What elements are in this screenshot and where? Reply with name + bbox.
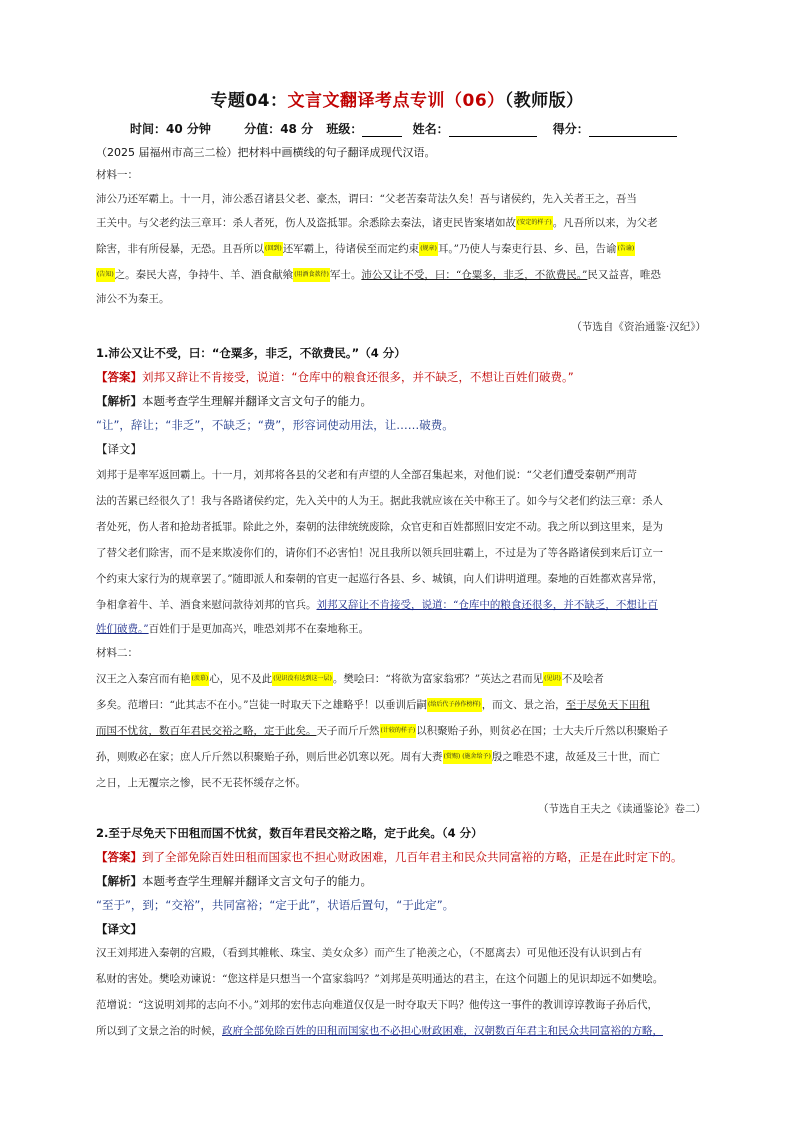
answer-2: 【答案】到了全部免除百姓田租而国家也不担心财政困难，几百年君主和民众共同富裕的方略，正是在此时定下的。 [96,850,683,864]
name-label: 姓名： [412,122,449,136]
material2-source: （节选自王夫之《读通鉴论》卷二） [538,803,706,815]
got-label: 得分： [552,122,589,136]
translation-1-line: 者处死，伤人者和抢劫者抵罪。除此之外，秦朝的法律统统废除，众官吏和百姓都照旧安定不动。我之所以到这里来，是为 [96,521,663,533]
class-field[interactable] [362,124,402,137]
title-prefix: 专题04： [210,91,288,111]
translation-2-line: 私财的害处。樊哙劝谏说：“您这样是只想当一个富家翁吗？”刘邦是英明通达的君主，在这个问题上的见识却远不如樊哙。 [96,973,664,985]
analysis-2: 【解析】本题考查学生理解并翻译文言文句子的能力。 [96,874,372,888]
score-label: 分值：48 分 [244,122,314,136]
material2-line: 孙，则败必在家；庶人斤斤然以积聚贻子孙，则后世必饥寒以死。周有大赉(赏赐) (施舍给予)殷之唯恐不逮，故延及三十世，而亡 [96,751,660,763]
material1-source: （节选自《资治通鉴·汉纪》） [571,321,706,333]
translation-2-tag: 【译文】 [96,922,142,936]
analysis-2-detail: “至于”，到；“交裕”，共同富裕；“定于此”，状语后置句，“于此定”。 [96,898,455,912]
translation-2-line: 汉王刘邦进入秦朝的宫殿，（看到其帷帐、珠宝、美女众多）而产生了艳羡之心，（不愿离去）可见他还没有认识到占有 [96,947,642,959]
translation-1-tag: 【译文】 [96,442,142,456]
translation-1-line: 刘邦于是率军返回霸上。十一月，刘邦将各县的父老和有声望的人全部召集起来，对他们说：“父老们遭受秦朝严刑苛 [96,469,637,481]
answer-1: 【答案】刘邦又辞让不肯接受，说道：“仓库中的粮食还很多，并不缺乏，不想让百姓们破费。” [96,370,574,384]
question-1: 1.沛公又让不受，曰：“仓粟多，非乏，不欲费民。”（4 分） [96,346,406,360]
translation-1-line: 法的苦累已经很久了！我与各路诸侯约定，先入关中的人为王。据此我就应该在关中称王了。如今与父老们约法三章：杀人 [96,495,663,507]
material2-line: 多矣。范增曰：“此其志不在小。”岂徒一时取天下之雄略乎！以垂训后嗣(给后代子孙作榜样)，而文、景之治，至于尽免天下田租 [96,699,650,711]
translation-1-line: 姓们破费。”百姓们于是更加高兴，唯恐刘邦不在秦地称王。 [96,623,370,635]
translation-1-line: 了替父老们除害，而不是来欺凌你们的，请你们不必害怕！况且我所以领兵回驻霸上，不过是为了等各路诸侯到来后订立一 [96,547,663,559]
material1-label: 材料一： [96,169,138,181]
material1-line: 除害，非有所侵暴，无恐。且吾所以(回到)还军霸上，待诸侯至而定约束(规章)耳。”乃使人与秦吏行县、乡、邑，告谕(告谕) [96,243,635,255]
analysis-1: 【解析】本题考查学生理解并翻译文言文句子的能力。 [96,394,372,408]
title-main: 文言文翻译考点专训（06） [287,91,505,111]
analysis-1-detail: “让”，辞让；“非乏”，不缺乏；“费”，形容词使动用法，让……破费。 [96,418,454,432]
material2-label: 材料二： [96,647,138,659]
translation-1-line: 争相拿着牛、羊、酒食来慰问款待刘邦的官兵。刘邦又辞让不肯接受，说道：“仓库中的粮食还很多，并不缺乏，不想让百 [96,599,658,611]
material2-line: 汉王之入秦宫而有艳(羡慕)心，见不及此(见识没有达到这一层)。樊哙曰：“将欲为富家翁邪？”英达之君而见(见识)不及哙者 [96,673,604,685]
translation-1-line: 个约束大家行为的规章罢了。”随即派人和秦朝的官吏一起巡行各县、乡、城镇，向人们讲明道理。秦地的百姓都欢喜异常， [96,573,664,585]
translation-2-line: 所以到了文景之治的时候，政府全部免除百姓的田租而国家也不必担心财政困难，汉朝数百年君主和民众共同富裕的方略， [96,1025,663,1037]
time-label: 时间：40 分钟 [130,122,211,136]
page-title [0,86,794,111]
got-field[interactable] [589,124,677,137]
material1-line: 王关中。与父老约法三章耳：杀人者死，伤人及盗抵罪。余悉除去秦法，诸吏民皆案堵如故(安定的样子)。凡吾所以来，为父老 [96,217,658,229]
material1-line: 沛公不为秦王。 [96,293,170,305]
material2-line: 而国不忧贫，数百年君民交裕之略，定于此矣。天子而斤斤然(计较的样子)以积聚贻子孙，则贫必在国；士大夫斤斤然以积聚贻子 [96,725,669,737]
material2-line: 之日，上无覆宗之惨，民不无苌怀缓存之怀。 [96,777,306,789]
name-field[interactable] [449,124,537,137]
class-label: 班级： [326,122,363,136]
translation-2-line: 范增说：“这说明刘邦的志向不小。”刘邦的宏伟志向难道仅仅是一时夺取天下吗？他传这一事件的教训谆谆教诲子孙后代， [96,999,658,1011]
intro-text: （2025 届福州市高三二检）把材料中画横线的句子翻译成现代汉语。 [96,146,436,159]
question-2: 2.至于尽免天下田租而国不忧贫，数百年君民交裕之略，定于此矣。（4 分） [96,826,483,840]
material1-line: (告知)之。秦民大喜，争持牛、羊、酒食献飨(用酒食款待)军士。沛公又让不受，曰：“仓粟多，非乏，不欲费民。”民又益喜，唯恐 [97,269,661,281]
exam-meta [130,120,730,137]
material1-line: 沛公乃还军霸上。十一月，沛公悉召诸县父老、豪杰，谓曰：“父老苦秦苛法久矣！吾与诸侯约，先入关者王之，吾当 [96,193,637,205]
title-suffix: （教师版） [504,91,584,111]
